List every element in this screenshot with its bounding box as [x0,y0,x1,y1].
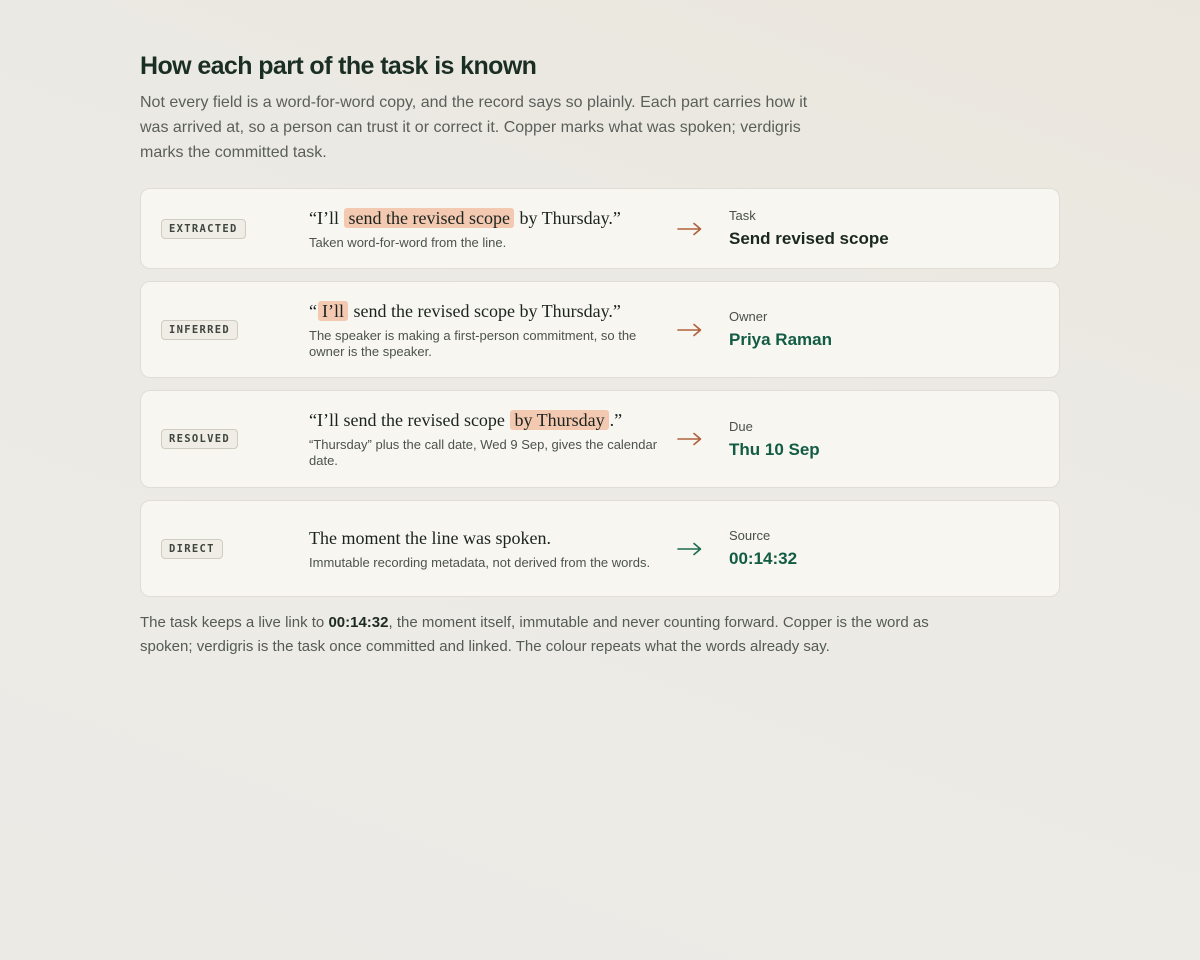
method-badge: EXTRACTED [161,219,246,239]
field-value-source-timestamp[interactable]: 00:14:32 [729,549,798,568]
field-value-owner: Priya Raman [729,330,832,349]
method-badge: INFERRED [161,320,238,340]
field-label: Due [729,418,753,434]
page-title: How each part of the task is known [140,52,537,80]
provenance-row-resolved [140,390,1060,488]
field-value-task: Send revised scope [729,229,889,248]
arrow-right-icon [677,432,703,446]
field-label: Source [729,528,771,543]
copper-highlight: by Thursday [510,410,608,430]
provenance-row-extracted [140,188,1060,269]
provenance-row-direct [140,500,1060,597]
provenance-row-inferred [140,281,1060,378]
derivation-note: The speaker is making a first-person commitment, so the owner is the speaker. [309,327,637,359]
method-badge: RESOLVED [161,429,238,449]
intro-text: Not every field is a word-for-word copy, and the record says so plainly. Each part carries how it was arrived at, so a person can trust it or correct it. Copper marks what was spoken; verdigris marks the committed task. [140,94,808,161]
transcript-quote: “ I’ll send the revised scope by Thursday.” [309,300,621,321]
arrow-right-icon [677,542,703,556]
field-label: Owner [729,309,768,324]
transcript-quote: “I’ll send the revised scope by Thursday .” [309,410,623,430]
field-label: Task [729,208,756,223]
provenance-list [140,188,1060,597]
provenance-panel [140,50,1060,659]
method-badge: DIRECT [161,539,223,559]
footer-note: The task keeps a live link to 00:14:32, the moment itself, immutable and never counting forward. Copper is the word as spoken; verdigris is the task once committed and linked. The colour repeats what the words already say. [140,614,929,655]
arrow-right-icon [677,323,703,337]
arrow-right-icon [677,222,703,236]
timestamp-link[interactable]: 00:14:32 [328,614,389,631]
copper-highlight: send the revised scope [344,208,513,228]
derivation-note: Immutable recording metadata, not derived from the words. [309,554,651,570]
transcript-quote: The moment the line was spoken. [309,527,551,548]
derivation-note: Taken word-for-word from the line. [309,234,507,250]
field-value-due: Thu 10 Sep [729,439,820,459]
transcript-quote: “I’ll send the revised scope by Thursday.” [309,207,621,228]
derivation-note: “Thursday” plus the call date, Wed 9 Sep, gives the calendar date. [309,437,658,468]
copper-highlight: I’ll [318,301,348,321]
